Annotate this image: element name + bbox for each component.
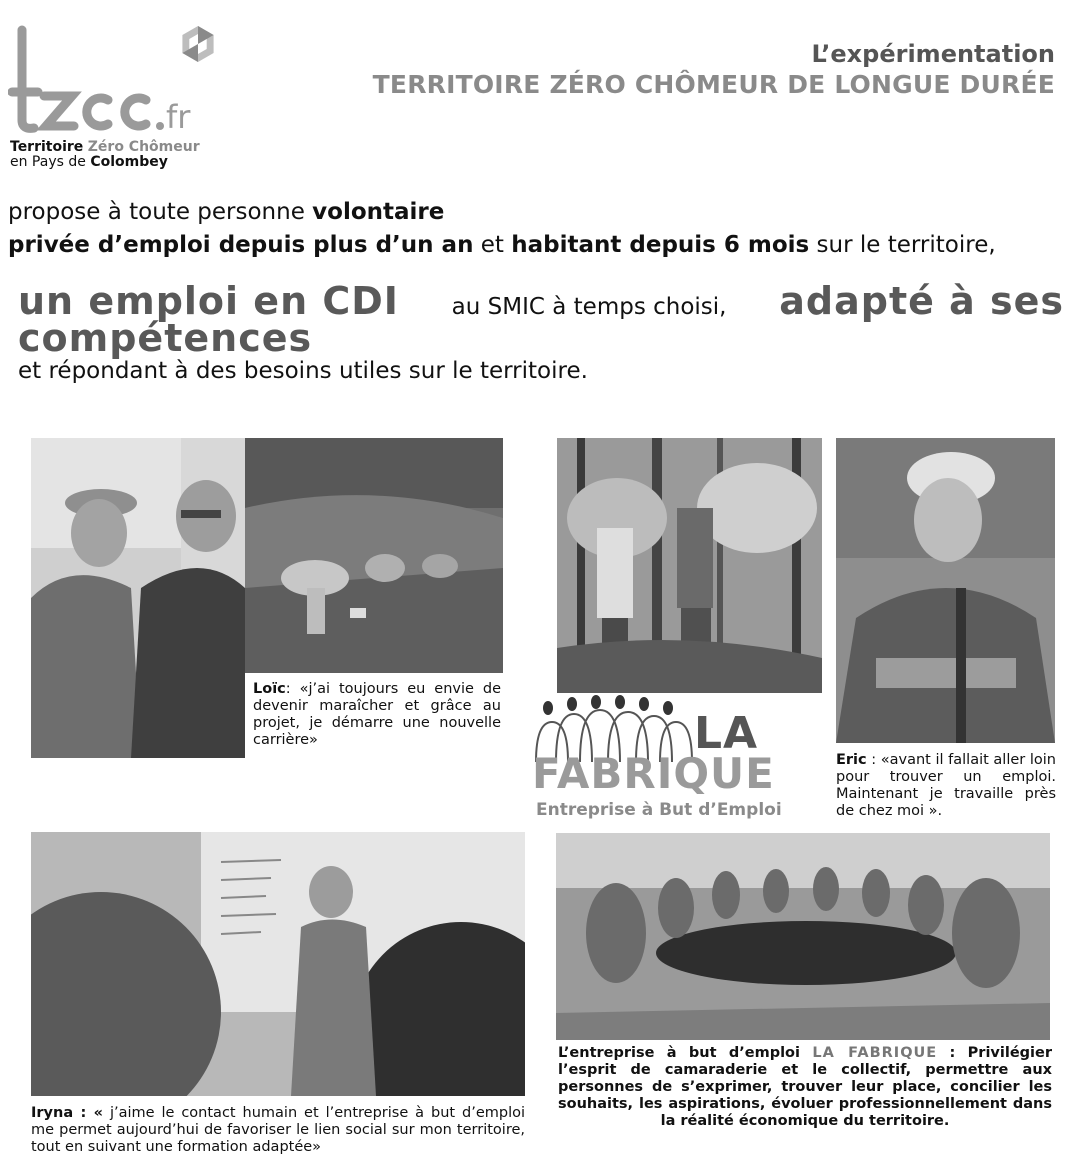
offer-cdi: un emploi en CDI xyxy=(18,279,399,323)
intro-l2-c: habitant depuis 6 mois xyxy=(511,232,810,258)
caption-fabrique xyxy=(558,1045,1052,1130)
offer-adapte: adapté à ses xyxy=(779,279,1064,323)
caption-fabrique-a: L’entreprise à but d’emploi xyxy=(558,1045,813,1061)
intro-l2-d: sur le territoire, xyxy=(809,232,996,258)
intro-l2-a: privée d’emploi depuis plus d’un an xyxy=(8,232,474,258)
logo-sub-colombey: Colombey xyxy=(90,154,168,170)
la-fabrique-logo xyxy=(530,692,782,827)
header-kicker: L’expérimentation xyxy=(811,40,1055,68)
intro-text xyxy=(8,196,1068,262)
caption-fabrique-name: LA FABRIQUE xyxy=(812,1045,938,1061)
la-fabrique-title-fabrique: FABRIQUE xyxy=(532,749,775,798)
photo-iryna xyxy=(31,832,525,1096)
offer-line3: et répondant à des besoins utiles sur le territoire. xyxy=(18,358,588,384)
offer-block xyxy=(18,279,1064,384)
photo-forest-workers xyxy=(557,438,822,693)
photo-eric xyxy=(836,438,1055,743)
caption-eric-text: : «avant il fallait aller loin pour trouver un emploi. Maintenant je travaille près de chez moi ». xyxy=(836,752,1056,819)
svg-text:fr: fr xyxy=(166,98,191,136)
la-fabrique-subtitle: Entreprise à But d’Emploi xyxy=(536,800,782,820)
la-fabrique-title-la: LA xyxy=(694,708,759,759)
photo-field-workers xyxy=(245,438,503,673)
intro-l2-b: et xyxy=(473,232,512,258)
caption-loic-name: Loïc xyxy=(253,681,286,697)
caption-iryna-text: j’aime le contact humain et l’entreprise à but d’emploi me permet aujourd’hui de favoriser le lien social sur mon territoire, tout en suivant une formation adaptée» xyxy=(31,1105,525,1155)
tzcc-logo-mark xyxy=(8,22,228,142)
caption-loic xyxy=(253,681,501,749)
caption-eric-name: Eric xyxy=(836,752,867,768)
intro-l1-b: volontaire xyxy=(312,199,445,225)
caption-loic-text: : «j’ai toujours eu envie de devenir maraîcher et grâce au projet, je démarre une nouvelle carrière» xyxy=(253,681,501,748)
tzcc-logo xyxy=(8,22,228,180)
logo-sub-zero-chomeur: Zéro Chômeur xyxy=(87,139,200,155)
offer-line1 xyxy=(18,279,1064,323)
intro-l1-a: propose à toute personne xyxy=(8,199,313,225)
caption-iryna-name: Iryna : « xyxy=(31,1105,104,1121)
caption-iryna xyxy=(31,1105,525,1156)
photo-group-meeting xyxy=(556,833,1050,1040)
logo-sub-pays: en Pays de xyxy=(10,154,86,170)
offer-smic: au SMIC à temps choisi, xyxy=(451,294,727,320)
offer-competences: compétences xyxy=(18,316,313,360)
photo-men-talking xyxy=(31,438,245,758)
caption-eric xyxy=(836,752,1056,820)
header-title: TERRITOIRE ZÉRO CHÔMEUR DE LONGUE DURÉE xyxy=(372,70,1055,99)
caption-fabrique-c: : Privilégier l’esprit de camaraderie et le collectif, permettre aux personnes de s’exprimer, trouver leur place, concilier les souhaits, les aspirations, évoluer professionnellement dans la réalité économique du territoire. xyxy=(558,1045,1052,1129)
logo-sub-territoire: Territoire xyxy=(10,139,84,155)
logo-subtitle xyxy=(10,140,200,170)
